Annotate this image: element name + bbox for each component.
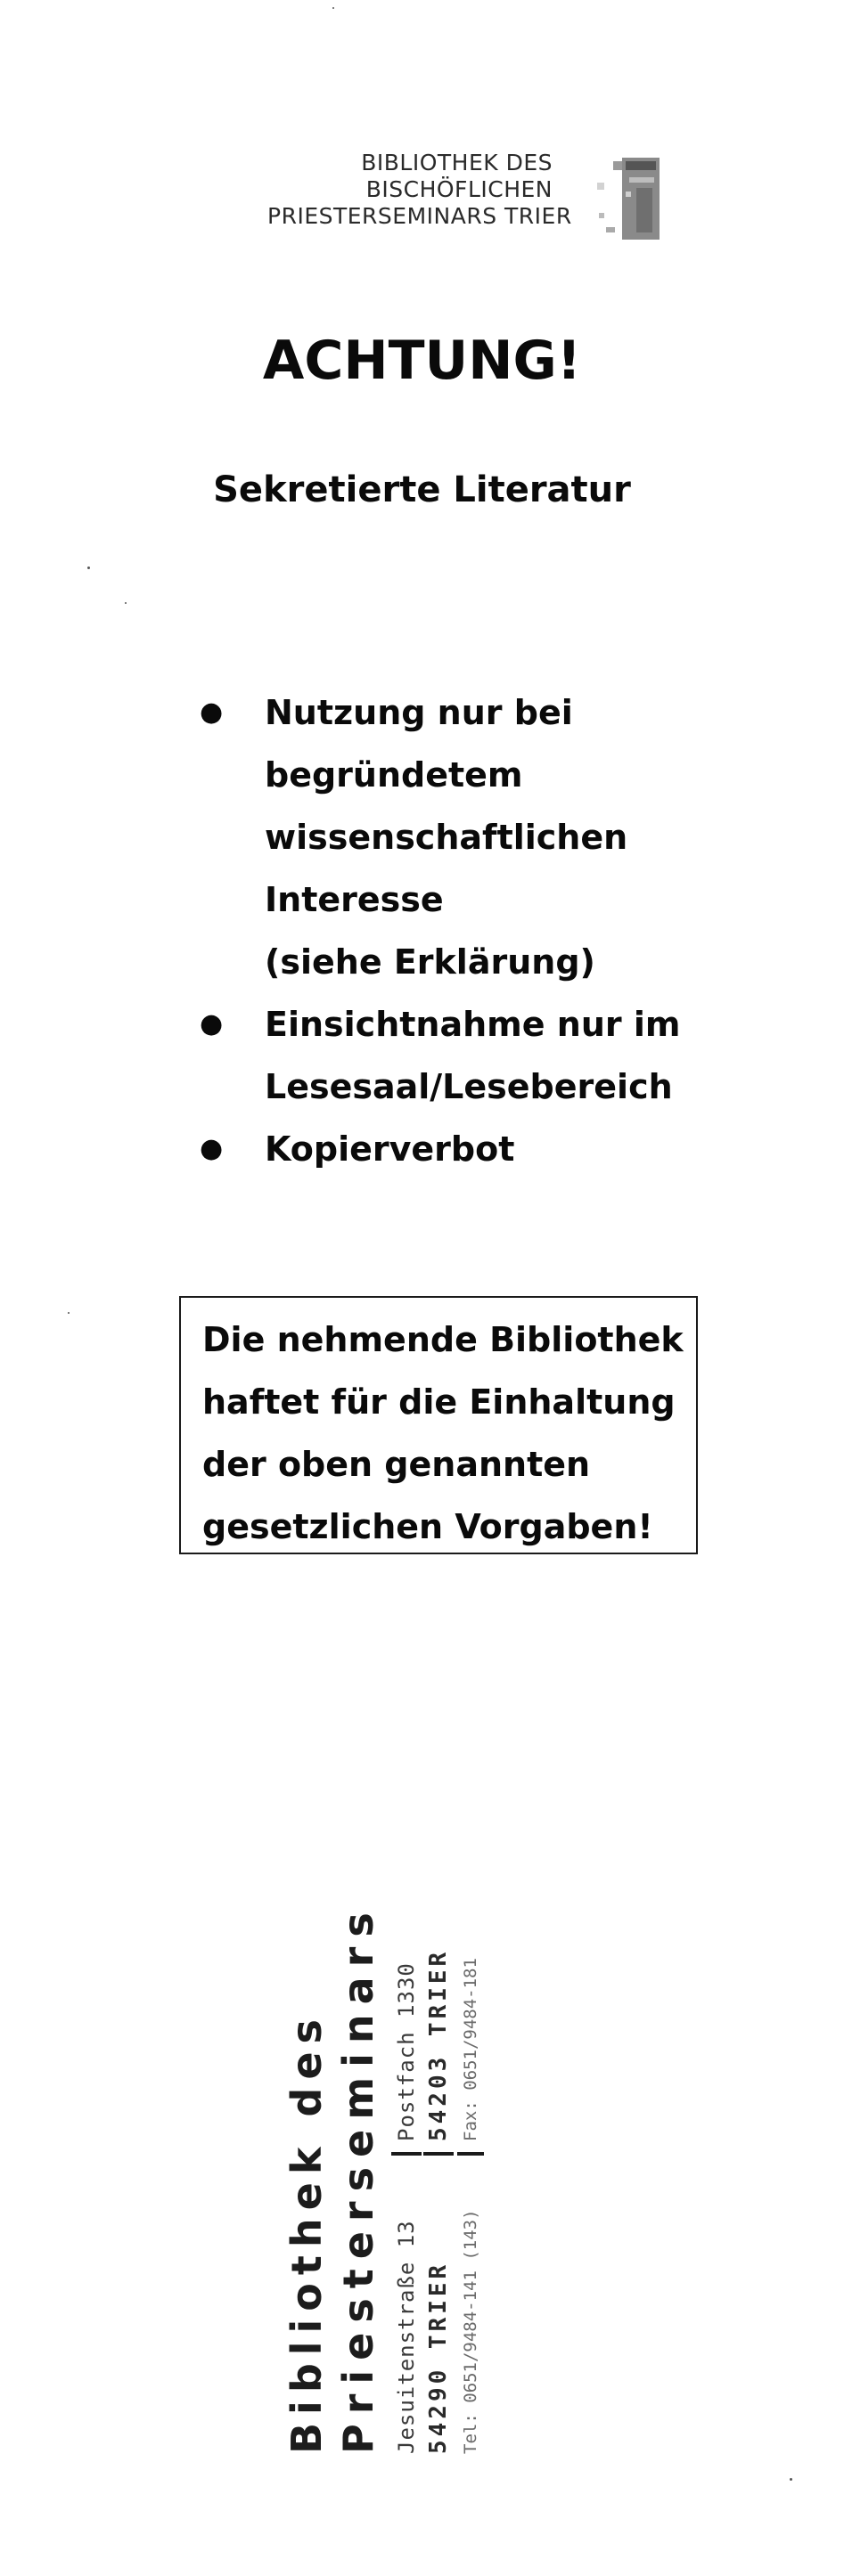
library-header-line: BIBLIOTHEK DES	[361, 150, 553, 175]
stamp-contact-row	[457, 1866, 484, 2454]
stamp-phone: Tel: 0651/9484-141 (143)	[461, 2209, 480, 2454]
stamp-divider	[423, 2152, 454, 2156]
notice-line: gesetzlichen Vorgaben!	[202, 1507, 653, 1546]
library-stamp	[281, 1866, 504, 2454]
library-header-line: BISCHÖFLICHEN	[365, 176, 553, 202]
list-item-line: Nutzung nur bei	[265, 693, 573, 732]
list-item-line: Interesse	[265, 880, 444, 919]
liability-notice	[179, 1296, 698, 1554]
list-item-line: begründetem	[265, 755, 523, 795]
stamp-name-line: Priesterseminars	[334, 1903, 382, 2454]
scan-speck	[68, 1312, 70, 1314]
stamp-divider	[457, 2152, 484, 2156]
stamp-city: 54290 TRIER	[425, 2261, 452, 2454]
stamp-name-line: Bibliothek des	[283, 2011, 331, 2454]
stamp-po-city: 54203 TRIER	[425, 1948, 452, 2141]
bullet-icon: ●	[200, 697, 224, 728]
scan-speck	[332, 7, 334, 9]
list-item-line: (siehe Erklärung)	[265, 942, 595, 982]
list-item-line: Kopierverbot	[265, 1129, 515, 1169]
bullet-icon: ●	[200, 1133, 224, 1164]
list-item-line: Einsichtnahme nur im	[265, 1005, 681, 1044]
notice-line: haftet für die Einhaltung	[202, 1382, 676, 1422]
bullet-icon: ●	[200, 1008, 224, 1039]
stamp-address-row	[391, 1866, 422, 2454]
stamp-city-row	[423, 1866, 454, 2454]
library-logo-icon	[595, 156, 661, 241]
stamp-street: Jesuitenstraße 13	[394, 2220, 419, 2454]
list-item-line: wissenschaftlichen	[265, 818, 628, 857]
library-header-line: PRIESTERSEMINARS TRIER	[267, 203, 572, 229]
rules-list	[196, 681, 749, 1180]
list-item-line: Lesesaal/Lesebereich	[265, 1067, 673, 1106]
stamp-po-box: Postfach 1330	[394, 1962, 419, 2141]
notice-line: der oben genannten	[202, 1445, 591, 1484]
page-subtitle: Sekretierte Literatur	[213, 469, 631, 510]
list-item	[196, 993, 749, 1118]
notice-line: Die nehmende Bibliothek	[202, 1320, 684, 1359]
page-title: ACHTUNG!	[262, 330, 582, 392]
list-item	[196, 1118, 749, 1180]
scan-speck	[87, 567, 90, 569]
scan-speck	[125, 602, 127, 604]
list-item	[196, 681, 749, 993]
scan-speck	[790, 2478, 792, 2481]
stamp-divider	[391, 2152, 422, 2156]
library-header	[267, 150, 572, 230]
stamp-fax: Fax: 0651/9484-181	[461, 1958, 480, 2141]
